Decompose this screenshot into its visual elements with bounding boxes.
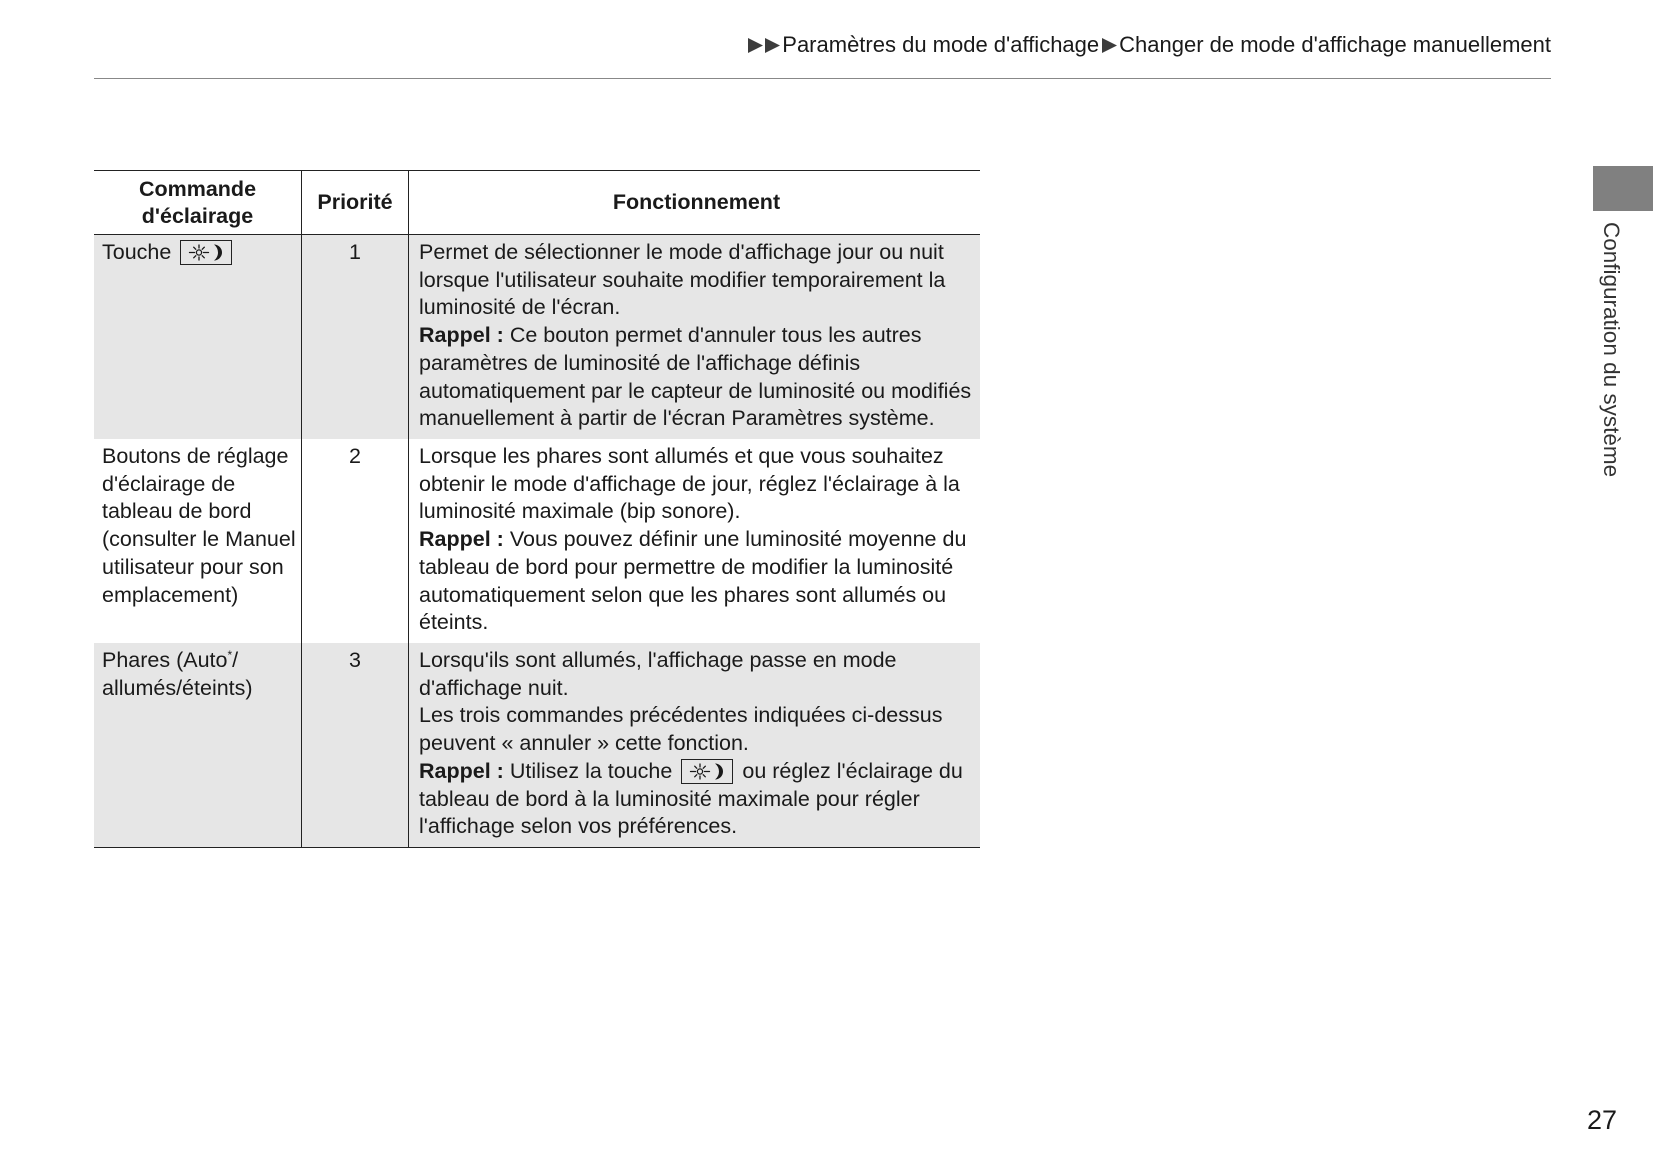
command-line: (consulter le Manuel	[102, 527, 296, 552]
function-line: luminosité de l'écran.	[419, 295, 621, 320]
function-line: d'affichage nuit.	[419, 675, 569, 700]
row-1-function-cell	[408, 235, 980, 439]
command-line: emplacement)	[102, 582, 239, 607]
command-text: /	[232, 648, 239, 672]
function-line: Permet de sélectionner le mode d'affichage jour ou nuit	[419, 240, 944, 264]
note-text: ou réglez l'éclairage du	[742, 758, 963, 783]
sun-moon-icon	[180, 240, 232, 265]
command-line: tableau de bord	[102, 499, 252, 524]
header-divider	[94, 78, 1551, 79]
row-1-command-cell	[94, 235, 301, 439]
function-line: obtenir le mode d'affichage de jour, réglez l'éclairage à la	[419, 471, 960, 496]
section-tab-label[interactable]: Configuration du système	[1599, 222, 1624, 478]
command-line: d'éclairage de	[102, 471, 236, 496]
section-tab-marker[interactable]	[1593, 166, 1653, 211]
note-line	[419, 322, 974, 350]
function-line: luminosité maximale (bip sonore).	[419, 499, 741, 524]
note-label: Rappel :	[419, 758, 504, 783]
page-number: 27	[1586, 1105, 1617, 1135]
note-line: automatiquement selon que les phares sont allumés ou	[419, 582, 947, 607]
note-text: Utilisez la touche	[509, 758, 673, 783]
column-header-function	[408, 171, 980, 235]
function-line: lorsque l'utilisateur souhaite modifier temporairement la	[419, 267, 946, 292]
note-line: automatiquement par le capteur de luminosité ou modifiés	[419, 378, 972, 403]
breadcrumb-item-display-mode-settings[interactable]: Paramètres du mode d'affichage	[782, 32, 1100, 57]
row-2-command-cell	[94, 439, 301, 643]
column-header-function-label: Fonctionnement	[612, 190, 781, 214]
row-2-function-cell	[408, 439, 980, 643]
function-line: peuvent « annuler » cette fonction.	[419, 731, 749, 756]
lighting-control-table	[94, 170, 980, 848]
column-header-priority	[301, 171, 408, 235]
row-3-function-cell	[408, 643, 980, 847]
note-line: éteints.	[419, 610, 489, 635]
command-line: allumés/éteints)	[102, 675, 253, 700]
note-line	[419, 758, 974, 786]
column-header-command-label: Commande d'éclairage	[138, 176, 257, 228]
row-3-command-cell	[94, 643, 301, 847]
command-line	[102, 647, 301, 675]
breadcrumb-arrow-icon	[1102, 38, 1117, 53]
sun-moon-icon	[681, 759, 733, 784]
note-line: l'affichage selon vos préférences.	[419, 814, 738, 839]
command-line: Boutons de réglage	[102, 444, 289, 468]
row-2-priority-cell: 2	[301, 439, 408, 643]
note-line	[419, 526, 974, 554]
function-line: Lorsqu'ils sont allumés, l'affichage passe en mode	[419, 648, 897, 672]
note-line: tableau de bord à la luminosité maximale pour régler	[419, 786, 920, 811]
function-line: Lorsque les phares sont allumés et que vous souhaitez	[419, 444, 944, 468]
note-text: Ce bouton permet d'annuler tous les autres	[509, 323, 922, 348]
row-1-priority-cell: 1	[301, 235, 408, 439]
note-label: Rappel :	[419, 323, 504, 348]
breadcrumb-arrow-icon	[748, 38, 763, 53]
function-line: Les trois commandes précédentes indiquées ci-dessus	[419, 703, 943, 728]
column-header-command	[94, 171, 301, 235]
note-label: Rappel :	[419, 527, 504, 552]
breadcrumb	[748, 31, 1551, 59]
breadcrumb-arrow-icon	[765, 38, 780, 53]
row-3-priority-cell: 3	[301, 643, 408, 847]
optional-equipment-asterisk: *	[227, 648, 233, 662]
column-header-priority-label: Priorité	[317, 190, 393, 214]
note-line: tableau de bord pour permettre de modifier la luminosité	[419, 554, 954, 579]
note-line: paramètres de luminosité de l'affichage définis	[419, 350, 861, 375]
breadcrumb-item-change-display-mode[interactable]: Changer de mode d'affichage manuellement	[1119, 32, 1551, 57]
note-text: Vous pouvez définir une luminosité moyenne du	[509, 527, 967, 552]
note-line: manuellement à partir de l'écran Paramètres système.	[419, 406, 935, 431]
command-label: Touche	[102, 240, 172, 264]
command-line: utilisateur pour son	[102, 554, 284, 579]
command-text: Phares (Auto	[102, 648, 228, 672]
